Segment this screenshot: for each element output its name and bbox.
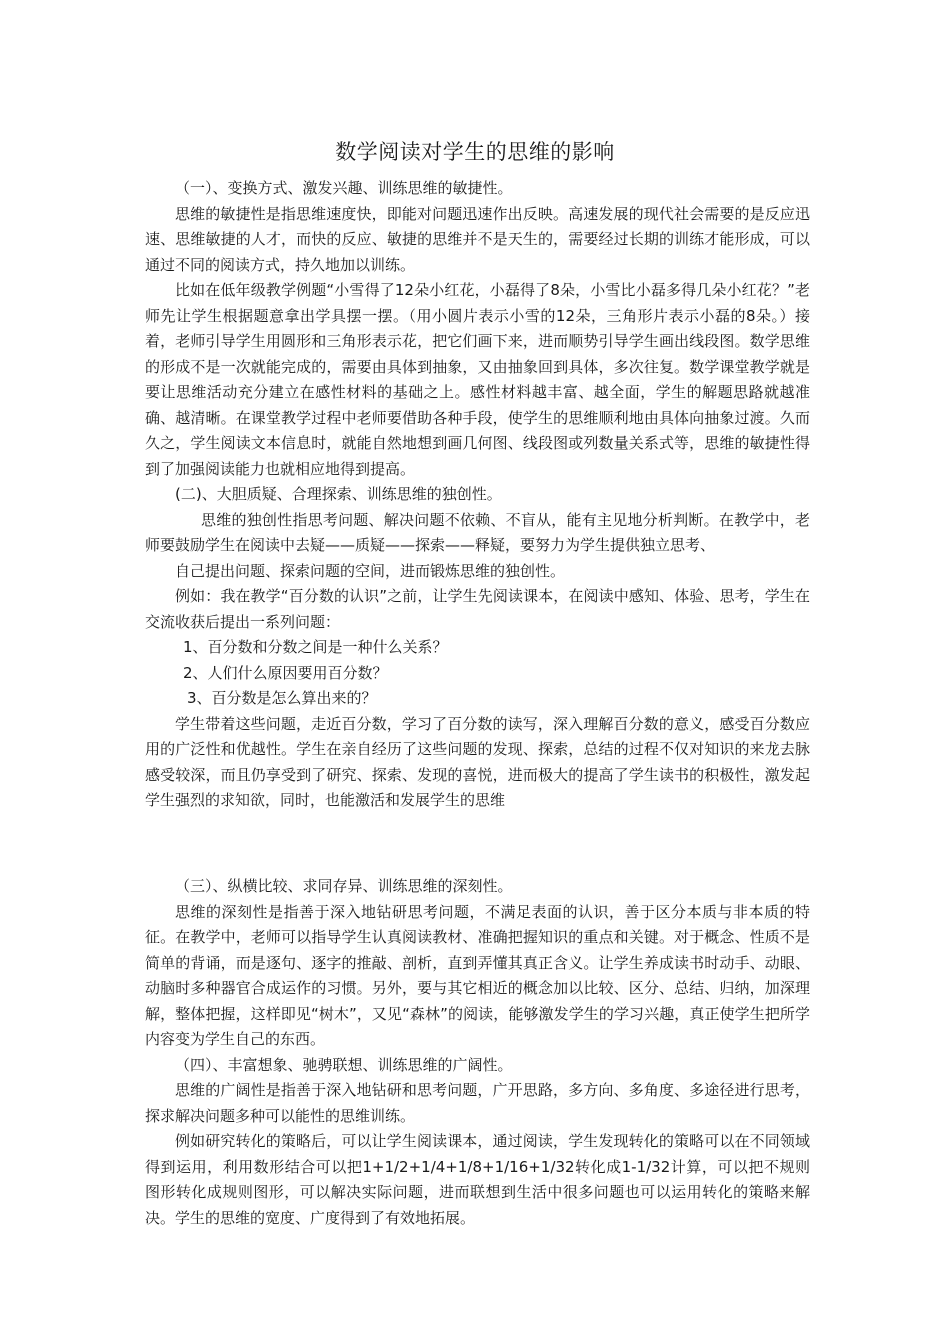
- paragraph: 自己提出问题、探索问题的空间，进而锻炼思维的独创性。: [175, 561, 566, 580]
- question-item: 3、百分数是怎么算出来的？: [187, 689, 377, 707]
- paragraph: 思维的广阔性是指善于深入地钻研和思考问题，广开思路，多方向、多角度、多途径进行思考，探求解决问题多种可以能性的思维训练。: [145, 1081, 810, 1125]
- section-3-4: [145, 874, 810, 1231]
- section-heading: (二)、大胆质疑、合理探索、训练思维的独创性。: [175, 485, 502, 503]
- paragraph: 学生带着这些问题，走近百分数，学习了百分数的读写，深入理解百分数的意义，感受百分数应用的广泛性和优越性。学生在亲自经历了这些问题的发现、探索，总结的过程不仅对知识的来龙去脉感受较深，而且仍享受到了研究、探索、发现的喜悦，进而极大的提高了学生读书的积极性，激发起学生强烈的求知欲，同时，也能激活和发展学生的思维: [145, 714, 810, 809]
- paragraph: 例如研究转化的策略后，可以让学生阅读课本，通过阅读，学生发现转化的策略可以在不同领域得到运用，利用数形结合可以把1+1/2+1/4+1/8+1/16+1/32转化成1-1/32计算，可以把不规则图形转化成规则图形，可以解决实际问题，进而联想到生活中很多问题也可以运用转化的策略来解决。学生的思维的宽度、广度得到了有效地拓展。: [145, 1132, 810, 1227]
- paragraph: 比如在低年级教学例题“小雪得了12朵小红花，小磊得了8朵，小雪比小磊多得几朵小红花？”老师先让学生根据题意拿出学具摆一摆。（用小圆片表示小雪的12朵，三角形片表示小磊的8朵。）接着，老师引导学生用圆形和三角形表示花，把它们画下来，进而顺势引导学生画出线段图。数学思维的形成不是一次就能完成的，需要由具体到抽象，又由抽象回到具体，多次往复。数学课堂教学就是要让思维活动充分建立在感性材料的基础之上。感性材料越丰富、越全面，学生的解题思路就越准确、越清晰。在课堂教学过程中老师要借助各种手段，使学生的思维顺利地由具体向抽象过渡。久而久之，学生阅读文本信息时，就能自然地想到画几何图、线段图或列数量关系式等，思维的敏捷性得到了加强阅读能力也就相应地得到提高。: [145, 281, 810, 478]
- question-item: 1、百分数和分数之间是一种什么关系？: [183, 638, 448, 656]
- section-1: [145, 176, 810, 814]
- paragraph: 思维的深刻性是指善于深入地钻研思考问题，不满足表面的认识，善于区分本质与非本质的特征。在教学中，老师可以指导学生认真阅读教材、准确把握知识的重点和关键。对于概念、性质不是简单的背诵，而是逐句、逐字的推敲、剖析，直到弄懂其真正含义。让学生养成读书时动手、动眼、动脑时多种器官合成运作的习惯。另外，要与其它相近的概念加以比较、区分、总结、归纳，加深理解，整体把握，这样即见“树木”，又见“森林”的阅读，能够激发学生的学习兴趣，真正使学生把所学内容变为学生自己的东西。: [145, 902, 810, 1048]
- paragraph: 思维的敏捷性是指思维速度快，即能对问题迅速作出反映。高速发展的现代社会需要的是反应迅速、思维敏捷的人才，而快的反应、敏捷的思维并不是天生的，需要经过长期的训练才能形成，可以通过不同的阅读方式，持久地加以训练。: [145, 204, 810, 274]
- question-item: 2、人们什么原因要用百分数？: [183, 663, 388, 682]
- document-title: 数学阅读对学生的思维的影响: [335, 140, 615, 164]
- section-heading: （一）、变换方式、激发兴趣、训练思维的敏捷性。: [175, 179, 513, 197]
- section-heading: （三）、纵横比较、求同存异、训练思维的深刻性。: [175, 877, 513, 895]
- paragraph: 思维的独创性指思考问题、解决问题不依赖、不盲从，能有主见地分析判断。在教学中，老师要鼓励学生在阅读中去疑——质疑——探索——释疑，要努力为学生提供独立思考、: [145, 510, 810, 554]
- paragraph: 例如：我在教学“百分数的认识”之前，让学生先阅读课本，在阅读中感知、体验、思考，学生在交流收获后提出一系列问题：: [145, 587, 810, 631]
- section-heading: （四）、丰富想象、驰骋联想、训练思维的广阔性。: [175, 1055, 513, 1074]
